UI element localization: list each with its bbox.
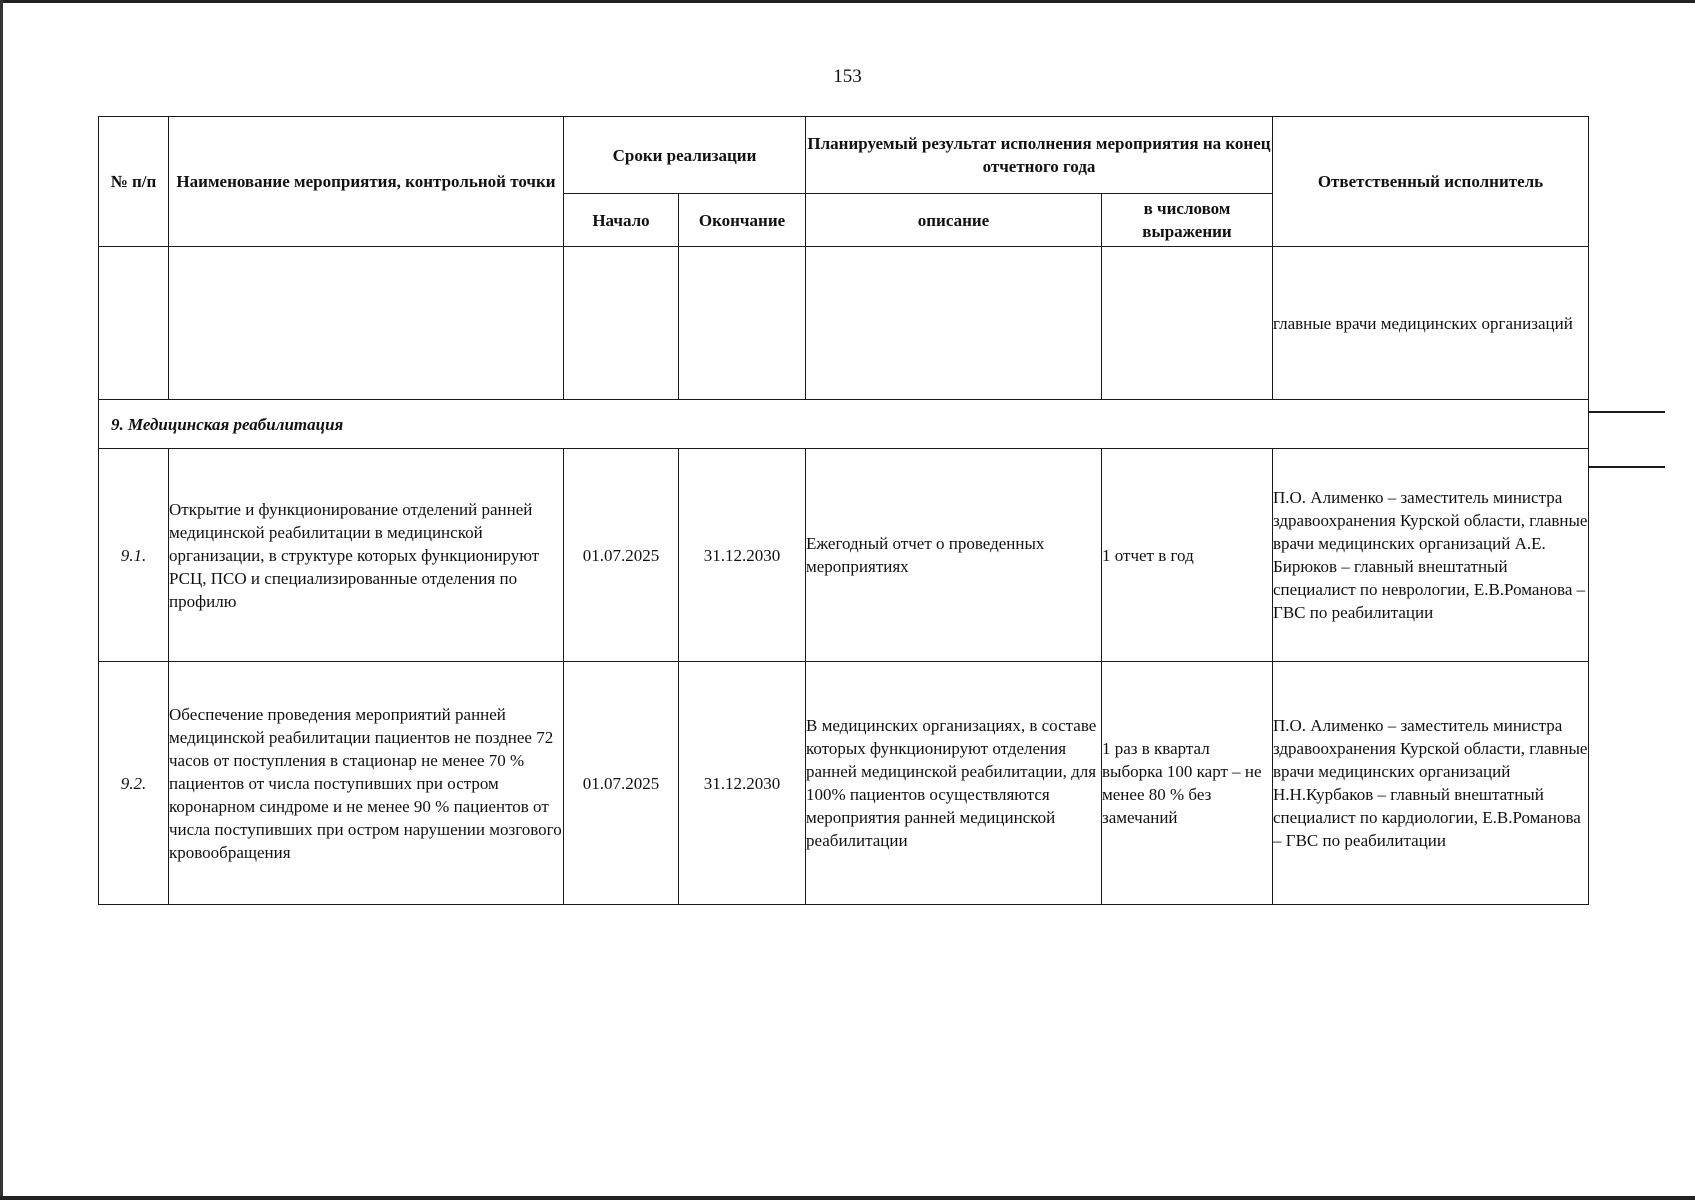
continuation-row — [99, 247, 1589, 400]
page-number: 153 — [833, 66, 862, 87]
table-extension-line — [1588, 411, 1665, 413]
row-responsible: П.О. Алименко – заместитель министра здравоохранения Курской области, главные врачи медицинских организаций А.Е. Бирюков – главный внештатный специалист по неврологии, Е.В.Романова – ГВС по реабилитации — [1273, 449, 1589, 662]
row-name: Открытие и функционирование отделений ранней медицинской реабилитации в медицинской организации, в структуре которых функционируют РСЦ, ПСО и специализированные отделения по профилю — [169, 449, 564, 662]
row-description: Ежегодный отчет о проведенных мероприятиях — [806, 449, 1102, 662]
row-number: 9.2. — [99, 662, 169, 905]
table-row — [99, 449, 1589, 662]
header-responsible: Ответственный исполнитель — [1273, 117, 1589, 247]
table-cell — [679, 247, 806, 400]
activity-plan-table — [98, 116, 1589, 905]
row-name: Обеспечение проведения мероприятий ранней медицинской реабилитации пациентов не позднее 72 часов от поступления в стационар не менее 70 % пациентов от числа поступивших при остром коронарном синдроме и не менее 90 % пациентов от числа поступивших при остром нарушении мозгового кровообращения — [169, 662, 564, 905]
section-row — [99, 400, 1589, 449]
row-end: 31.12.2030 — [679, 662, 806, 905]
header-number: № п/п — [99, 117, 169, 247]
row-numeric: 1 раз в квартал выборка 100 карт – не менее 80 % без замечаний — [1102, 662, 1273, 905]
row-number: 9.1. — [99, 449, 169, 662]
scan-border-left — [0, 0, 3, 1200]
row-start: 01.07.2025 — [564, 662, 679, 905]
continuation-responsible: главные врачи медицинских организаций — [1273, 247, 1589, 400]
scan-border-bottom — [0, 1196, 1695, 1200]
table-cell — [806, 247, 1102, 400]
header-numeric: в числовом выражении — [1102, 194, 1273, 247]
header-end: Окончание — [679, 194, 806, 247]
row-numeric: 1 отчет в год — [1102, 449, 1273, 662]
header-result-group: Планируемый результат исполнения мероприятия на конец отчетного года — [806, 117, 1273, 194]
header-start: Начало — [564, 194, 679, 247]
header-description: описание — [806, 194, 1102, 247]
row-responsible: П.О. Алименко – заместитель министра здравоохранения Курской области, главные врачи медицинских организаций Н.Н.Курбаков – главный внештатный специалист по кардиологии, Е.В.Романова – ГВС по реабилитации — [1273, 662, 1589, 905]
row-start: 01.07.2025 — [564, 449, 679, 662]
header-timing-group: Сроки реализации — [564, 117, 806, 194]
scan-border-top — [0, 0, 1695, 3]
table-extension-line — [1588, 466, 1665, 468]
table-cell — [169, 247, 564, 400]
row-description: В медицинских организациях, в составе которых функционируют отделения ранней медицинской реабилитации, для 100% пациентов осуществляются мероприятия ранней медицинской реабилитации — [806, 662, 1102, 905]
table-cell — [99, 247, 169, 400]
header-name: Наименование мероприятия, контрольной точки — [169, 117, 564, 247]
table-cell — [564, 247, 679, 400]
table-row — [99, 662, 1589, 905]
section-title: 9. Медицинская реабилитация — [99, 400, 1589, 449]
row-end: 31.12.2030 — [679, 449, 806, 662]
table-cell — [1102, 247, 1273, 400]
header-row-top — [99, 117, 1589, 194]
